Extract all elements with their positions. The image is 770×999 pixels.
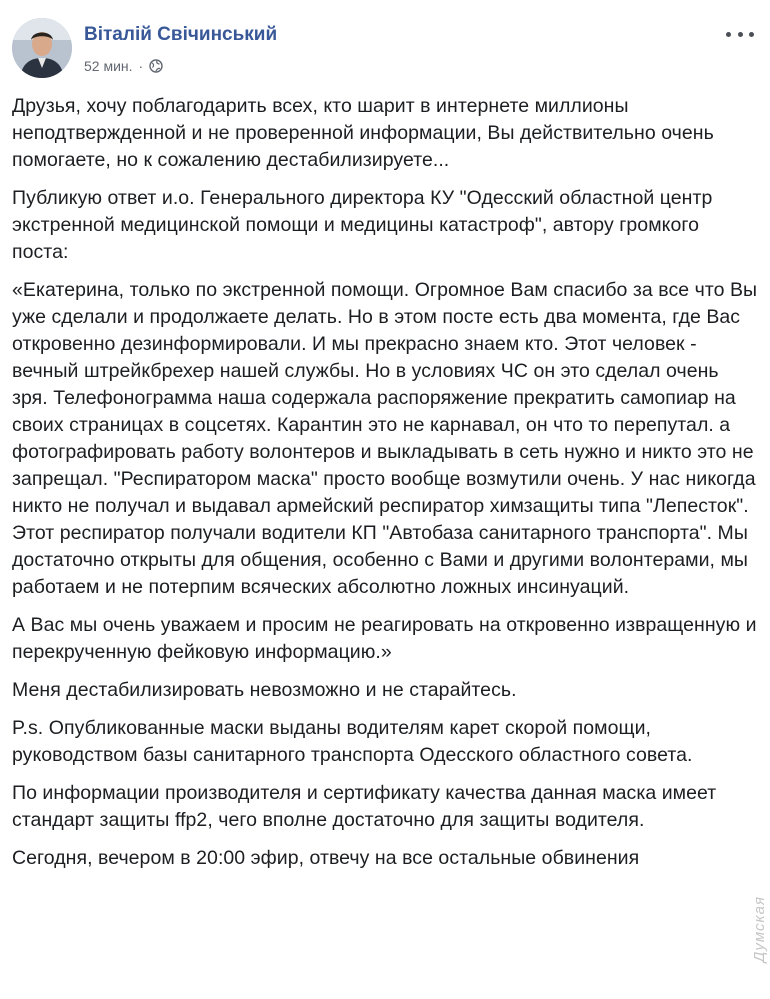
- post-header: [12, 18, 758, 82]
- post-paragraph: А Вас мы очень уважаем и просим не реагировать на откровенно извращенную и перекрученную фейковую информацию.»: [12, 614, 757, 663]
- post-paragraph: Меня дестабилизировать невозможно и не старайтесь.: [12, 679, 517, 701]
- globe-icon[interactable]: [149, 59, 163, 73]
- post-paragraph: Друзья, хочу поблагодарить всех, кто шарит в интернете миллионы неподтвержденной и не проверенной информации, Вы действительно очень помогаете, но к сожалению дестабилизируете...: [12, 95, 714, 171]
- dot: [726, 32, 731, 37]
- post-paragraph: Сегодня, вечером в 20:00 эфир, отвечу на все остальные обвинения: [12, 847, 640, 869]
- post-paragraph: Публикую ответ и.о. Генерального директора КУ "Одесский областной центр экстренной медицинской помощи и медицины катастроф", автору громкого поста:: [12, 187, 713, 263]
- avatar[interactable]: [12, 18, 72, 78]
- post-body: [12, 93, 758, 883]
- post-paragraph: «Екатерина, только по экстренной помощи. Огромное Вам спасибо за все что Вы уже сделали и продолжаете делать. Но в этом посте есть два момента, где Вас откровенно дезинформировали. И мы прекрасно знаем кто. Этот человек - вечный штрейкбрехер нашей службы. Но в условиях ЧС он это сделал очень зря. Телефонограмма наша содержала распоряжение прекратить самопиар на своих страницах в соцсетях. Карантин это не карнавал, он что то перепутал. а фотографировать работу волонтеров и выкладывать в сеть нужно и никто это не запрещал. "Респиратором маска" просто вообще возмутили очень. У нас никогда никто не получал и выдавал армейский респиратор химзащиты типа "Лепесток". Этот респиратор получали водители КП "Автобаза санитарного транспорта". Мы достаточно открыты для общения, особенно с Вами и другими волонтерами, мы работаем и не потерпим всяческих абсолютно ложных инсинуаций.: [12, 279, 758, 598]
- more-options-icon[interactable]: [726, 24, 754, 44]
- watermark-logo: Думская: [751, 896, 768, 963]
- author-name-link[interactable]: Віталій Свічинський: [84, 24, 278, 45]
- post-paragraph: P.s. Опубликованные маски выданы водителям карет скорой помощи, руководством базы санитарного транспорта Одесского областного совета.: [12, 717, 693, 766]
- dot: [738, 32, 743, 37]
- post-paragraph: По информации производителя и сертификату качества данная маска имеет стандарт защиты ffp2, чего вполне достаточно для защиты водителя.: [12, 782, 717, 831]
- post-meta: [84, 58, 163, 74]
- avatar-photo: [12, 18, 72, 78]
- post-timestamp[interactable]: 52 мин.: [84, 58, 133, 74]
- dot: [749, 32, 754, 37]
- meta-separator: ·: [138, 58, 144, 74]
